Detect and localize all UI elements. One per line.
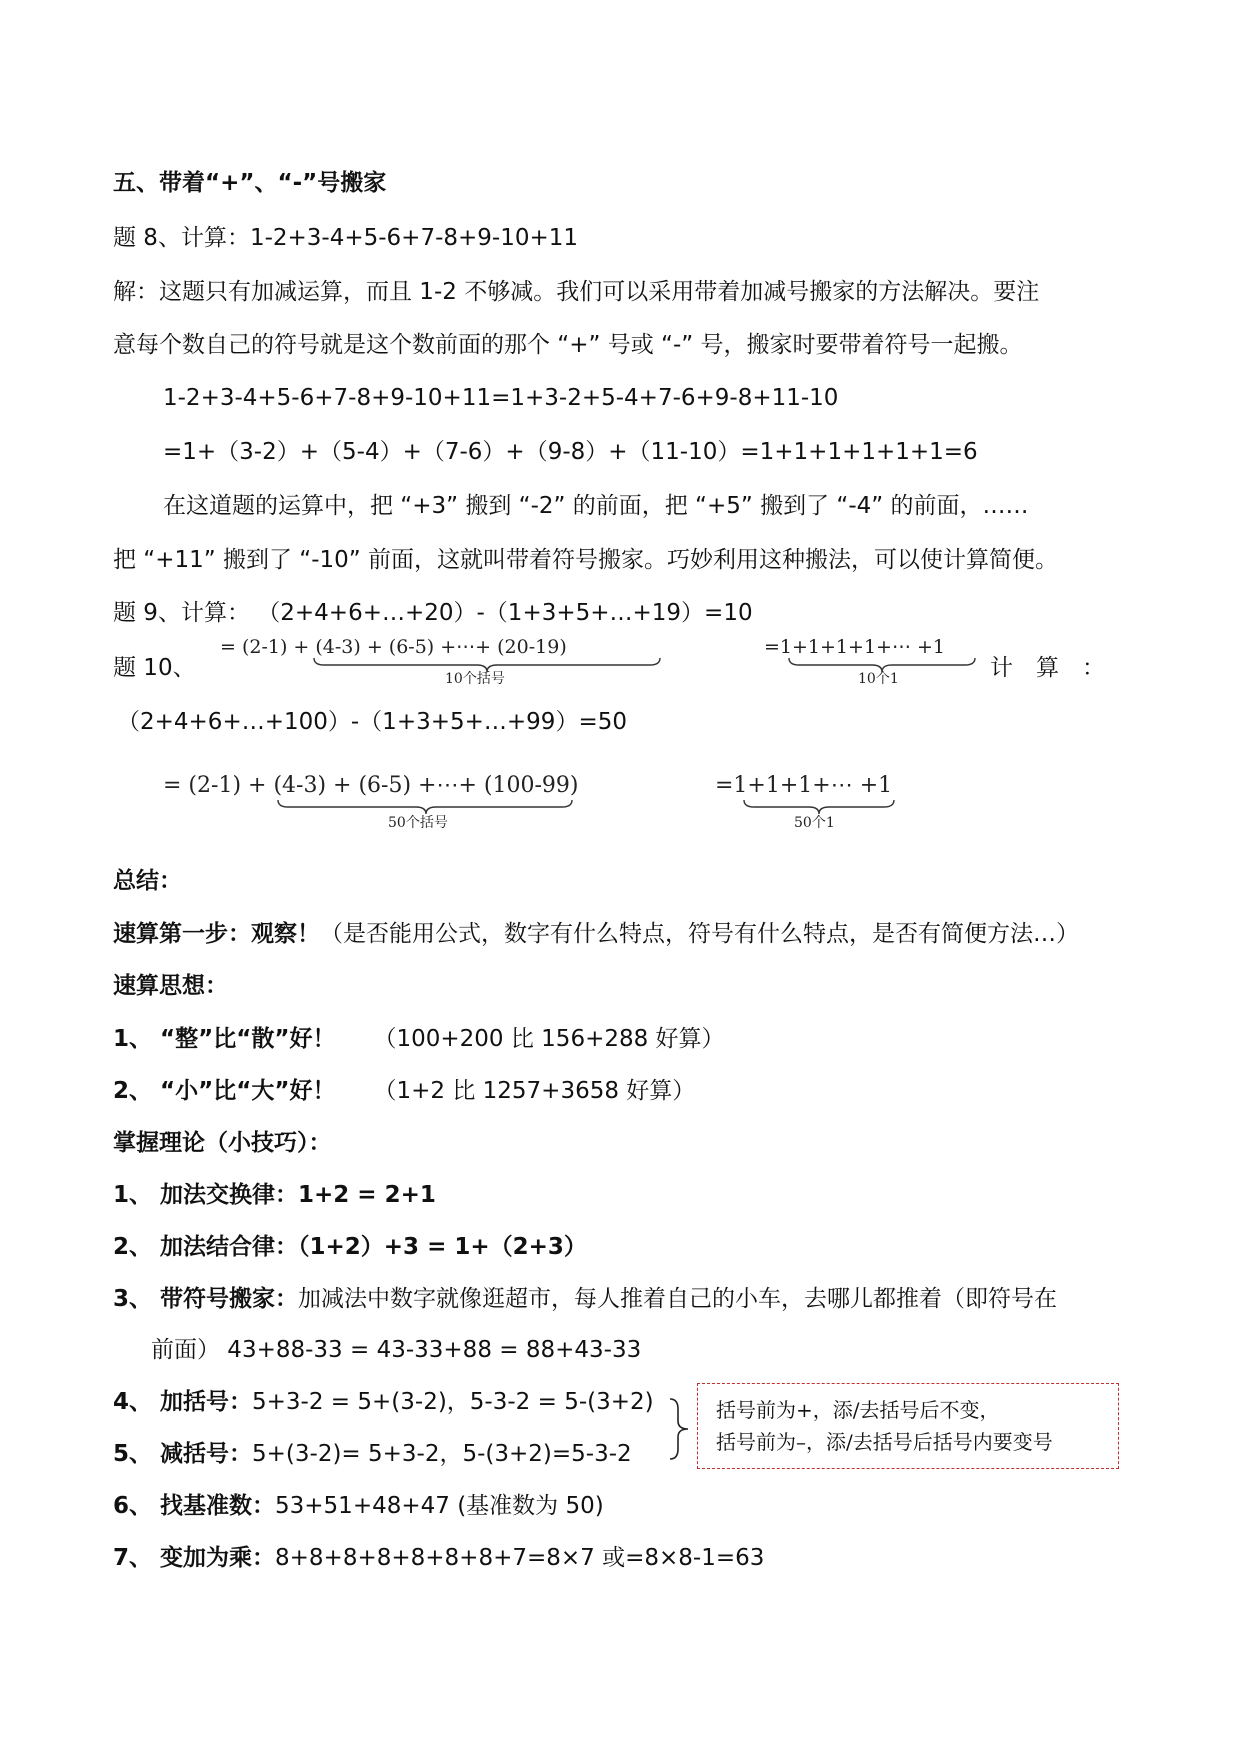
summary-step1-rest: （是否能用公式，数字有什么特点，符号有什么特点，是否有简便方法…） [320, 921, 1079, 947]
q9-formula-left: = (2-1) + (4-3) + (6-5) +⋯+ (20-19) [220, 636, 567, 658]
rule-4 [113, 1386, 654, 1418]
rule-5 [113, 1438, 632, 1470]
idea-2-rest: （1+2 比 1257+3658 好算） [373, 1078, 696, 1104]
q9-label: 题 9、计算： （2+4+6+…+20）-（1+3+5+…+19）=10 [113, 600, 753, 626]
note-line-1: 括号前为+，添/去括号后不变， [716, 1398, 1000, 1422]
note-box [697, 1383, 1119, 1469]
section-title: 五、带着“+”、“-”号搬家 [113, 170, 387, 196]
idea-1-bold: 1、 “整”比“散”好！ [113, 1026, 336, 1052]
q9-brace-right-label: 10个1 [858, 671, 899, 687]
rule-6-rest: 53+51+48+47 (基准数为 50) [275, 1493, 604, 1519]
rule-6-bold: 6、 找基准数： [113, 1493, 276, 1519]
q10-label-right: 计 算 ： [990, 655, 1105, 681]
summary-step1 [113, 918, 1079, 950]
summary-step1-bold: 速算第一步：观察！ [113, 921, 320, 947]
rule-5-bold: 5、 减括号： [113, 1441, 253, 1467]
idea-1 [113, 1023, 725, 1055]
q8-equation2: =1+（3-2）+（5-4）+（7-6）+（9-8）+（11-10）=1+1+1+1+1+1=6 [163, 439, 978, 465]
rule-7-rest: 8+8+8+8+8+8+8+7=8×7 或=8×8-1=63 [275, 1545, 765, 1571]
q8-explain-line1: 在这道题的运算中，把 “+3” 搬到 “-2” 的前面，把 “+5” 搬到了 “-4” 的前面，…… [163, 493, 1029, 519]
rule-7-bold: 7、 变加为乘： [113, 1545, 276, 1571]
rule-4-bold: 4、 加括号： [113, 1389, 253, 1415]
idea-2 [113, 1075, 695, 1107]
rule-4-rest: 5+3-2 = 5+(3-2)，5-3-2 = 5-(3+2) [252, 1389, 654, 1415]
idea-1-rest: （100+200 比 156+288 好算） [373, 1026, 725, 1052]
q10-formula-right: =1+1+1+⋯ +1 [715, 773, 893, 798]
q8-solution-line1: 解：这题只有加减运算，而且 1-2 不够减。我们可以采用带着加减号搬家的方法解决。要注 [113, 279, 1040, 305]
rule-3-rest: 加减法中数字就像逛超市，每人推着自己的小车，去哪儿都推着（即符号在 [298, 1286, 1058, 1312]
rule-1: 1、 加法交换律：1+2 = 2+1 [113, 1182, 436, 1208]
idea-2-bold: 2、 “小”比“大”好！ [113, 1078, 336, 1104]
q8-explain-line2: 把 “+11” 搬到了 “-10” 前面，这就叫带着符号搬家。巧妙利用这种搬法，可以使计算简便。 [113, 547, 1059, 573]
q10-label-left: 题 10、 [113, 655, 196, 681]
thinking-title: 速算思想： [113, 973, 228, 999]
q9-brace-left-label: 10个括号 [445, 671, 505, 687]
q9-formula-right: =1+1+1+1+⋯ +1 [764, 636, 946, 658]
q10-brace-right-label: 50个1 [794, 815, 835, 831]
q10-expression: （2+4+6+…+100）-（1+3+5+…+99）=50 [117, 709, 627, 735]
rule-5-rest: 5+(3-2)= 5+3-2，5-(3+2)=5-3-2 [252, 1441, 632, 1467]
q10-brace-left-label: 50个括号 [388, 815, 448, 831]
rule-6 [113, 1490, 604, 1522]
theory-title: 掌握理论（小技巧）： [113, 1130, 332, 1156]
q8-label: 题 8、计算：1-2+3-4+5-6+7-8+9-10+11 [113, 225, 579, 251]
q8-equation1: 1-2+3-4+5-6+7-8+9-10+11=1+3-2+5-4+7-6+9-8+11-10 [163, 385, 839, 411]
rule-3-continued: 前面） 43+88-33 = 43-33+88 = 88+43-33 [151, 1337, 642, 1363]
rule-2: 2、 加法结合律：（1+2）+3 = 1+（2+3） [113, 1234, 587, 1260]
summary-title: 总结： [113, 868, 182, 894]
rules-brace [668, 1397, 692, 1461]
rule-3 [113, 1283, 1057, 1315]
rule-7 [113, 1542, 764, 1574]
note-line-2: 括号前为–，添/去括号后括号内要变号 [716, 1430, 1053, 1454]
rule-3-bold: 3、 带符号搬家： [113, 1286, 299, 1312]
q8-solution-line2: 意每个数自己的符号就是这个数前面的那个 “+” 号或 “-” 号，搬家时要带着符号一起搬。 [113, 332, 1023, 358]
q10-formula-left: = (2-1) + (4-3) + (6-5) +⋯+ (100-99) [163, 773, 579, 798]
